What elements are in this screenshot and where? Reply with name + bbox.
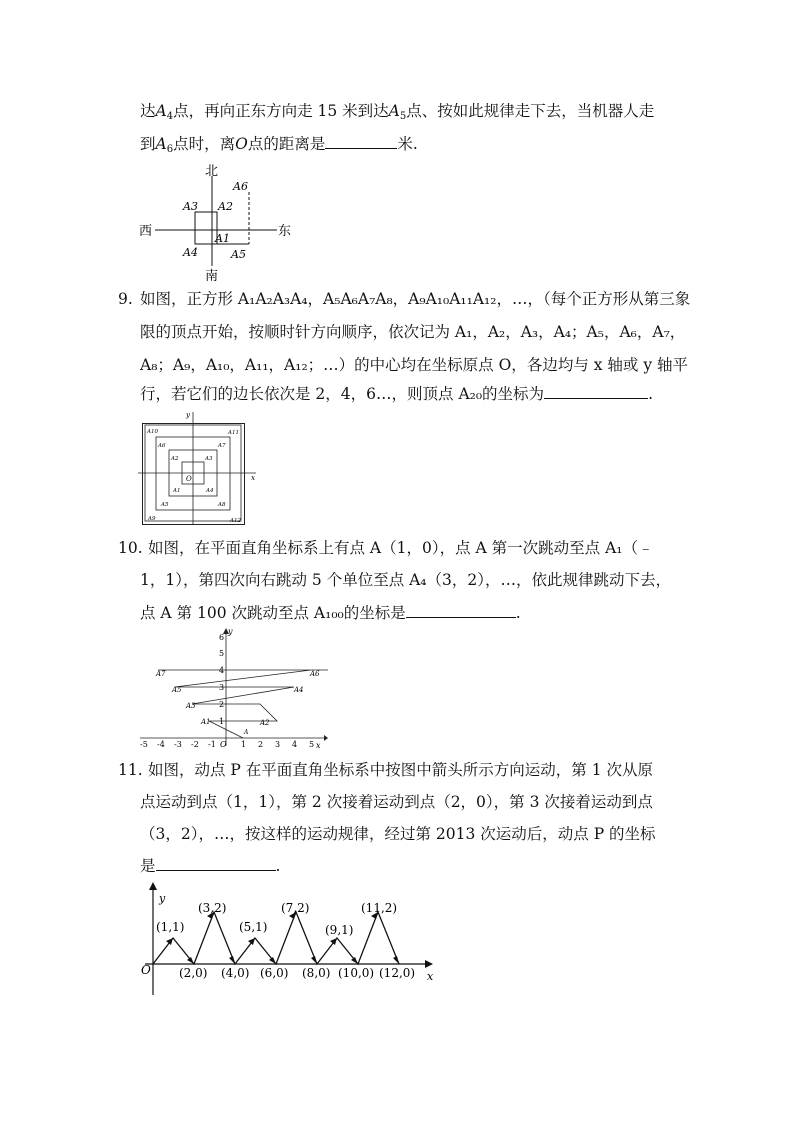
svg-text:A1: A1	[173, 488, 181, 494]
q11-text-line-2: 点运动到点（1，1），第 2 次接着运动到点（2，0），第 3 次接着运动到点	[140, 793, 653, 811]
label-a1: A1	[215, 232, 230, 245]
svg-text:A9: A9	[148, 516, 156, 522]
label-a5: A5	[231, 248, 246, 261]
q11-text-line-1: 如图，动点 P 在平面直角坐标系中按图中箭头所示方向运动，第 1 次从原	[148, 761, 654, 779]
svg-text:A2: A2	[171, 456, 179, 462]
svg-text:x: x	[316, 741, 321, 750]
q10-number: 10.	[118, 539, 143, 557]
svg-text:y: y	[159, 892, 166, 905]
svg-text:A5: A5	[172, 686, 182, 694]
svg-text:x: x	[427, 970, 434, 983]
q11-number: 11.	[118, 761, 143, 779]
svg-text:A3: A3	[205, 456, 213, 462]
bottom-label-4: (8,0)	[302, 966, 331, 980]
svg-text:A1: A1	[201, 718, 211, 726]
q9-text-line-3: A₈；A₉，A₁₀，A₁₁，A₁₂；…）的中心均在坐标原点 O，各边均与 x 轴或 y 轴平	[140, 356, 689, 374]
svg-text:3: 3	[219, 683, 225, 692]
bottom-label-2: (4,0)	[221, 966, 250, 980]
bottom-label-3: (6,0)	[260, 966, 289, 980]
svg-text:4: 4	[219, 666, 225, 675]
label-a4: A4	[183, 246, 198, 259]
bottom-label-1: (2,0)	[179, 966, 208, 980]
q10-answer-blank[interactable]	[406, 603, 516, 618]
top-label-4: (7,2)	[281, 901, 310, 915]
svg-text:A2: A2	[260, 719, 270, 727]
south-label: 南	[205, 269, 219, 284]
svg-text:O: O	[220, 740, 227, 749]
top-label-6: (11,2)	[361, 901, 398, 915]
q8-answer-blank[interactable]	[325, 134, 397, 149]
svg-text:O: O	[141, 963, 151, 977]
q10-text-line-3: 点 A 第 100 次跳动至点 A₁₀₀的坐标是 .	[140, 604, 521, 622]
west-label: 西	[139, 224, 153, 239]
q10-text-line-2: 1，1），第四次向右跳动 5 个单位至点 A₄（3，2），…，依此规律跳动下去，	[140, 571, 671, 589]
q9-figure-squares	[142, 411, 257, 526]
svg-text:x: x	[251, 474, 255, 482]
q11-text-line-3: （3，2），…，按这样的运动规律，经过第 2013 次运动后，动点 P 的坐标	[140, 825, 656, 843]
svg-text:O: O	[186, 475, 192, 483]
label-a6: A6	[233, 180, 248, 193]
q9-number: 9.	[118, 290, 133, 308]
svg-text:A8: A8	[218, 502, 226, 508]
q8-text-line-2: 到$A_6$点时，离O点的距离是 米.	[140, 135, 418, 155]
top-label-1: (1,1)	[156, 920, 185, 934]
svg-text:-1: -1	[208, 740, 216, 749]
svg-text:-2: -2	[191, 740, 199, 749]
top-label-2: (3,2)	[198, 901, 227, 915]
svg-text:2: 2	[258, 740, 264, 749]
bottom-label-5: (10,0)	[338, 966, 375, 980]
svg-text:6: 6	[219, 633, 225, 642]
q9-text-line-2: 限的顶点开始，按顺时针方向顺序，依次记为 A₁，A₂，A₃，A₄；A₅，A₆，A₇，	[140, 323, 686, 341]
svg-text:-3: -3	[174, 740, 182, 749]
top-label-3: (5,1)	[239, 920, 268, 934]
label-a2: A2	[218, 200, 233, 213]
svg-text:3: 3	[275, 740, 281, 749]
svg-text:5: 5	[309, 740, 315, 749]
svg-text:1: 1	[219, 717, 225, 726]
svg-text:A7: A7	[156, 670, 166, 678]
top-label-5: (9,1)	[325, 923, 354, 937]
bottom-label-6: (12,0)	[379, 966, 416, 980]
svg-text:4: 4	[292, 740, 298, 749]
north-label: 北	[205, 164, 219, 179]
svg-text:2: 2	[219, 700, 225, 709]
svg-text:A10: A10	[147, 429, 158, 435]
svg-text:A6: A6	[158, 443, 166, 449]
label-a3: A3	[183, 200, 198, 213]
q11-text-line-4: 是 .	[140, 857, 281, 875]
east-label: 东	[278, 224, 292, 239]
svg-text:A: A	[244, 729, 249, 736]
q9-text-line-1: 如图，正方形 A₁A₂A₃A₄，A₅A₆A₇A₈，A₉A₁₀A₁₁A₁₂，…，（每个正方形从第三象	[140, 290, 691, 308]
svg-text:A4: A4	[294, 686, 304, 694]
q11-figure-zigzag	[135, 880, 445, 1000]
q11-answer-blank[interactable]	[156, 856, 276, 871]
svg-text:A4: A4	[206, 488, 214, 494]
svg-text:A3: A3	[186, 702, 196, 710]
q9-text-line-4: 行，若它们的边长依次是 2，4，6…，则顶点 A₂₀的坐标为 .	[140, 385, 653, 403]
q8-text-line-1: 达$A_4$点，再向正东方向走 15 米到达$A_5$点、按如此规律走下去，当机器人走	[140, 102, 655, 122]
svg-text:A7: A7	[218, 443, 226, 449]
svg-text:1: 1	[241, 740, 247, 749]
svg-text:A11: A11	[228, 430, 239, 436]
svg-text:A5: A5	[161, 502, 169, 508]
svg-text:-4: -4	[157, 740, 165, 749]
svg-text:A6: A6	[310, 670, 320, 678]
svg-text:-5: -5	[140, 740, 148, 749]
q10-text-line-1: 如图，在平面直角坐标系上有点 A（1，0），点 A 第一次跳动至点 A₁（﹣	[148, 539, 654, 557]
q10-figure-jumps	[138, 628, 328, 748]
q9-answer-blank[interactable]	[544, 384, 648, 399]
svg-text:y: y	[186, 411, 190, 419]
q8-figure-compass	[135, 158, 295, 284]
svg-text:A12: A12	[230, 518, 241, 524]
svg-text:5: 5	[219, 649, 225, 658]
svg-text:y: y	[228, 627, 233, 636]
